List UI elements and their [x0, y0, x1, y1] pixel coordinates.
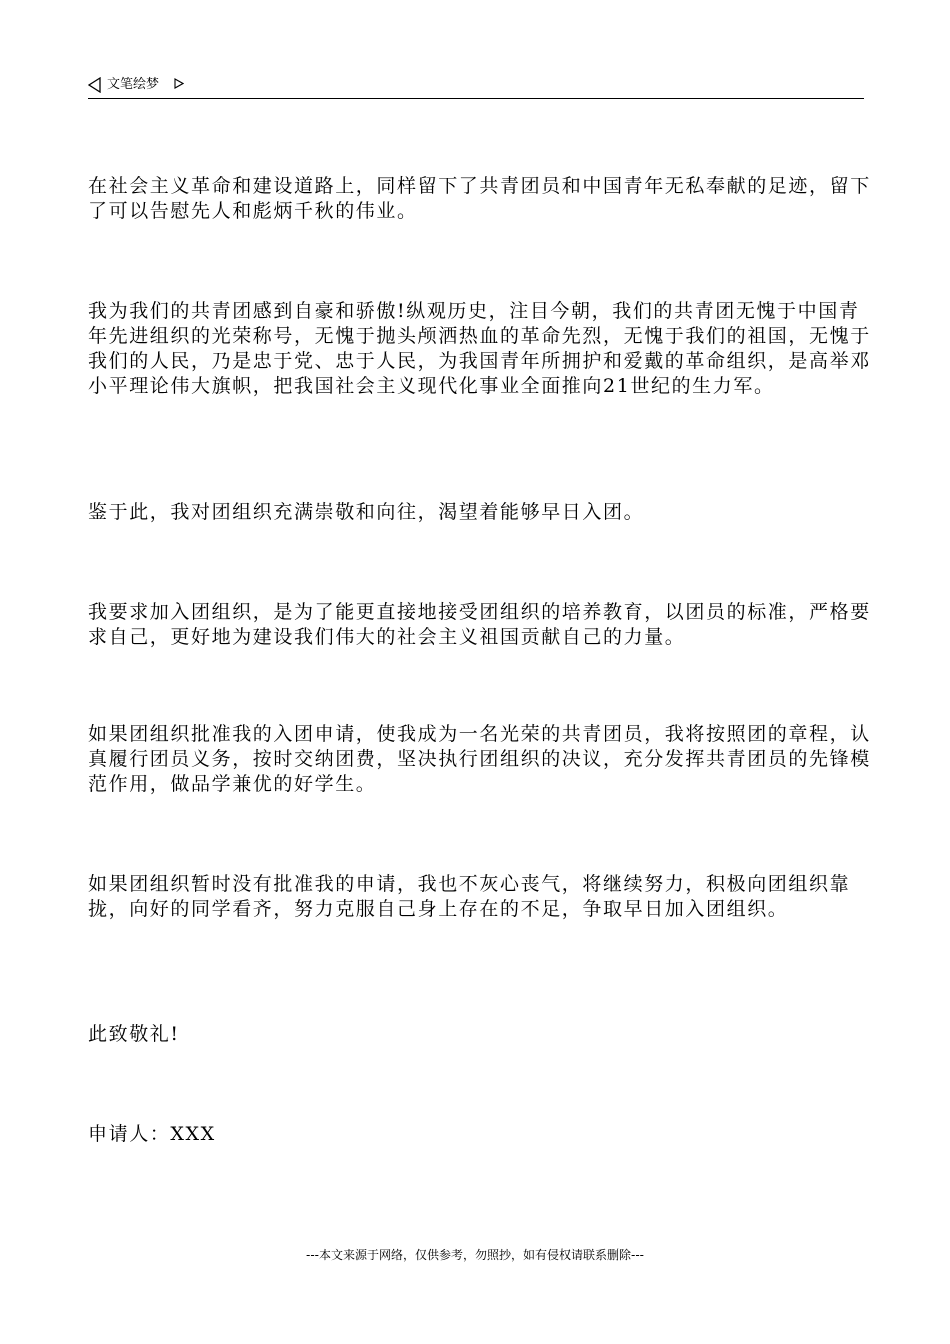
paragraph-1: 在社会主义革命和建设道路上，同样留下了共青团员和中国青年无私奉献的足迹，留下了可以告慰先人和彪炳千秋的伟业。 [88, 175, 871, 222]
paragraph-6: 如果团组织暂时没有批准我的申请，我也不灰心丧气，将继续努力，积极向团组织靠拢，向好的同学看齐，努力克服自己身上存在的不足，争取早日加入团组织。 [88, 873, 851, 920]
paragraph-5: 如果团组织批准我的入团申请，使我成为一名光荣的共青团员，我将按照团的章程，认真履行团员义务，按时交纳团费，坚决执行团组织的决议，充分发挥共青团员的先锋模范作用，做品学兼优的好学生。 [88, 723, 871, 795]
triangle-right-outline-icon [174, 78, 184, 89]
page-footer: ---本文来源于网络，仅供参考，勿照抄，如有侵权请联系删除--- [306, 1248, 644, 1262]
triangle-left-outline-icon [88, 77, 101, 93]
applicant-signature: 申请人：XXX [88, 1123, 216, 1145]
paragraph-3: 鉴于此，我对团组织充满崇敬和向往，渴望着能够早日入团。 [88, 501, 645, 523]
closing-salutation: 此致敬礼! [88, 1023, 180, 1045]
page-header [88, 76, 864, 99]
paragraph-4: 我要求加入团组织，是为了能更直接地接受团组织的培养教育，以团员的标准，严格要求自己，更好地为建设我们伟大的社会主义祖国贡献自己的力量。 [88, 601, 871, 648]
paragraph-2: 我为我们的共青团感到自豪和骄傲!纵观历史，注目今朝，我们的共青团无愧于中国青年先进组织的光荣称号，无愧于抛头颅洒热血的革命先烈，无愧于我们的祖国，无愧于我们的人民，乃是忠于党、忠于人民，为我国青年所拥护和爱戴的革命组织，是高举邓小平理论伟大旗帜，把我国社会主义现代化事业全面推向21世纪的生力军。 [88, 300, 871, 397]
header-brand: 文笔绘梦 [107, 77, 160, 92]
